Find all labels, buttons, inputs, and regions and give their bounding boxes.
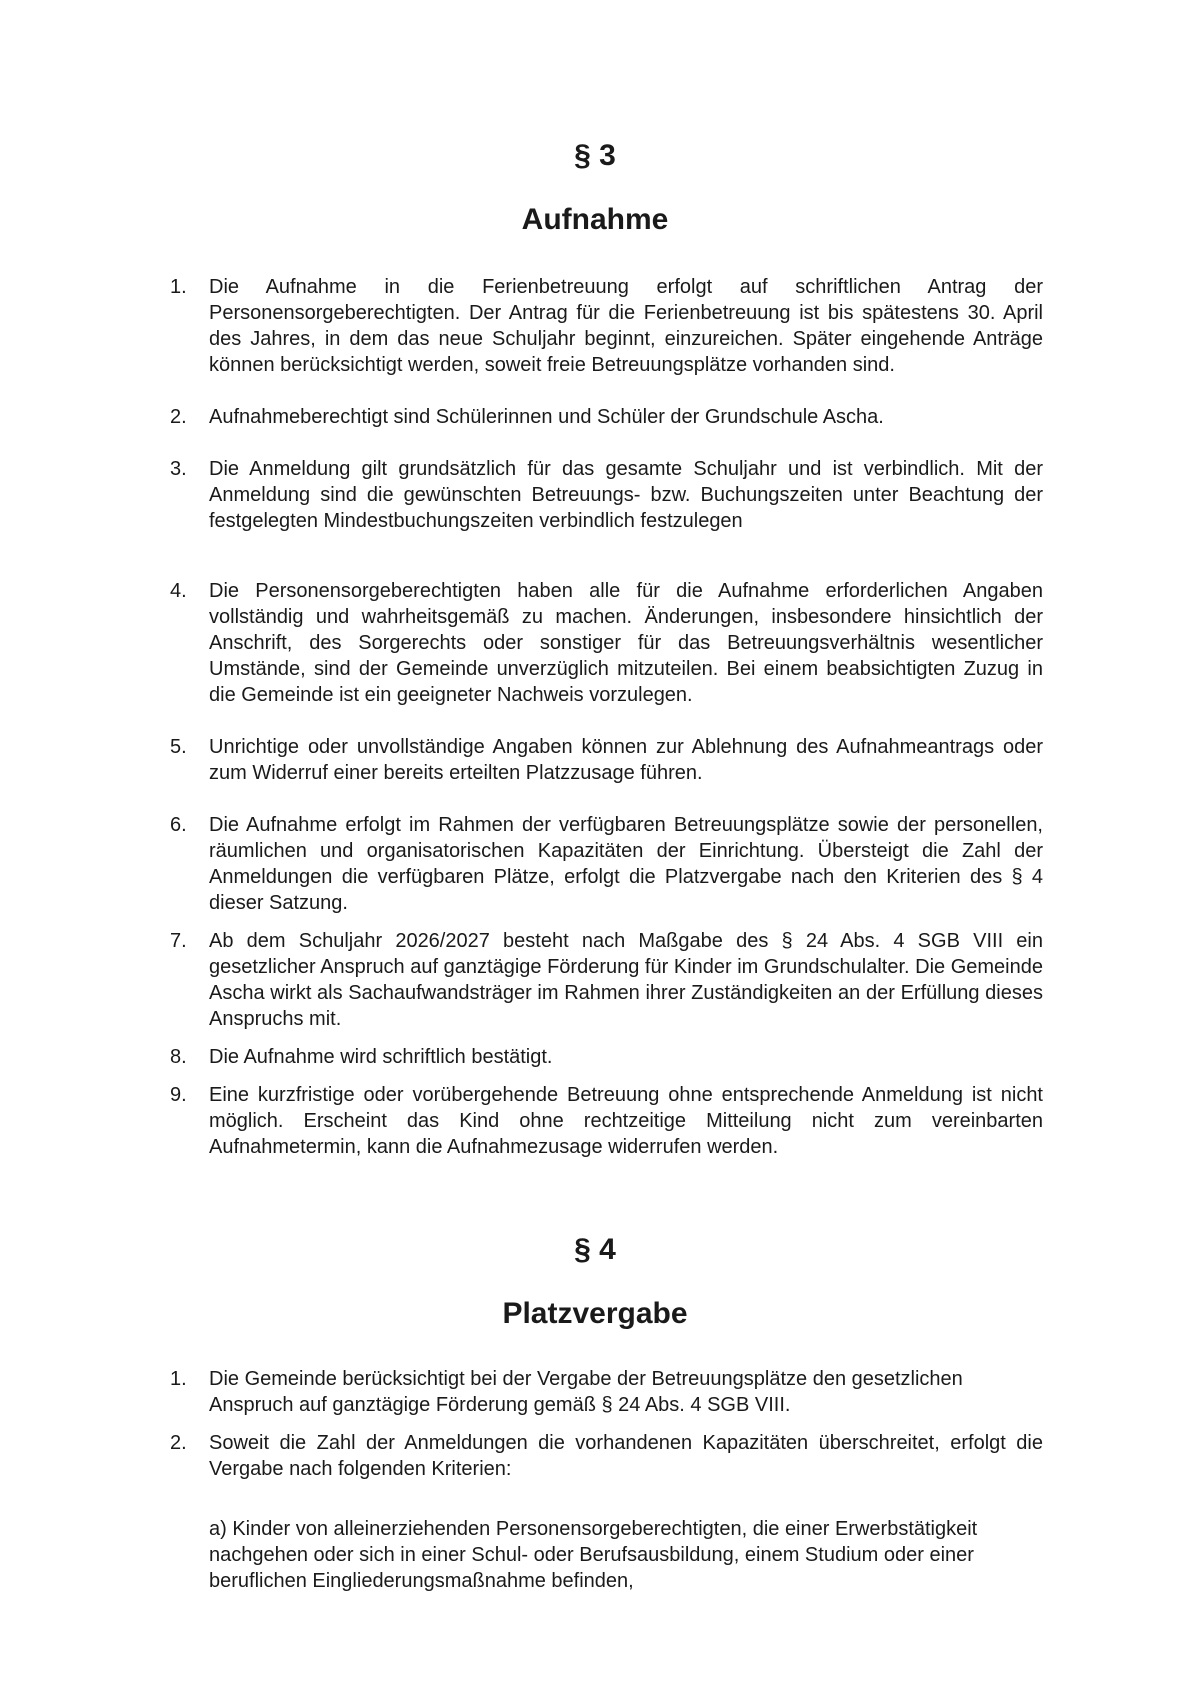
list-item	[0, 578, 1190, 708]
item-number: 3.	[170, 458, 187, 480]
item-text: Soweit die Zahl der Anmeldungen die vorhandenen Kapazitäten überschreitet, erfolgt die Vergabe nach folgenden Kriterien:	[209, 1432, 1043, 1480]
list-item	[0, 1430, 1190, 1482]
item-number: 9.	[170, 1084, 187, 1106]
list-item	[0, 1082, 1190, 1160]
list-item	[0, 1366, 1190, 1418]
item-number: 1.	[170, 1368, 187, 1390]
item-text: Die Gemeinde berücksichtigt bei der Vergabe der Betreuungsplätze den gesetzlichen Anspruch auf ganztägige Förderung gemäß § 24 Abs. 4 SGB VIII.	[209, 1368, 963, 1416]
list-item	[0, 734, 1190, 786]
item-text: Die Anmeldung gilt grundsätzlich für das gesamte Schuljahr und ist verbindlich. Mit der Anmeldung sind die gewünschten Betreuungs- bzw. Buchungszeiten unter Beachtung der festgelegten Mindestbuchungszeiten verbindlich festzulegen	[209, 458, 1043, 532]
item-text: Die Aufnahme erfolgt im Rahmen der verfügbaren Betreuungsplätze sowie der personellen, räumlichen und organisatorischen Kapazitäten der Einrichtung. Übersteigt die Zahl der Anmeldungen die verfügbaren Plätze, erfolgt die Platzvergabe nach den Kriterien des § 4 dieser Satzung.	[209, 814, 1043, 914]
item-number: 2.	[170, 1432, 187, 1454]
numbered-list	[0, 1366, 1190, 1482]
section-title: Aufnahme	[521, 203, 669, 236]
item-text: Ab dem Schuljahr 2026/2027 besteht nach Maßgabe des § 24 Abs. 4 SGB VIII ein gesetzlicher Anspruch auf ganztägige Förderung für Kinder im Grundschulalter. Die Gemeinde Ascha wirkt als Sachaufwandsträger im Rahmen ihrer Zuständigkeiten an der Erfüllung dieses Anspruchs mit.	[209, 930, 1043, 1030]
item-number: 6.	[170, 814, 187, 836]
list-item	[0, 928, 1190, 1032]
item-text: Die Personensorgeberechtigten haben alle für die Aufnahme erforderlichen Angaben vollständig und wahrheitsgemäß zu machen. Änderungen, insbesondere hinsichtlich der Anschrift, des Sorgerechts oder sonstiger für das Betreuungsverhältnis wesentlicher Umstände, sind der Gemeinde unverzüglich mitzuteilen. Bei einem beabsichtigten Zuzug in die Gemeinde ist ein geeigneter Nachweis vorzulegen.	[209, 580, 1043, 706]
item-text: Aufnahmeberechtigt sind Schülerinnen und Schüler der Grundschule Ascha.	[209, 406, 884, 428]
item-number: 2.	[170, 406, 187, 428]
list-item	[0, 404, 1190, 430]
criteria-a-text: a) Kinder von alleinerziehenden Personensorgeberechtigten, die einer Erwerbstätigkeit nachgehen oder sich in einer Schul- oder Berufsausbildung, einem Studium oder einer beruflichen Eingliederungsmaßnahme befinden,	[209, 1518, 978, 1592]
numbered-list	[0, 274, 1190, 1160]
section-number: § 3	[574, 139, 616, 172]
list-item	[0, 812, 1190, 916]
item-number: 5.	[170, 736, 187, 758]
item-number: 8.	[170, 1046, 187, 1068]
item-text: Eine kurzfristige oder vorübergehende Betreuung ohne entsprechende Anmeldung ist nicht möglich. Erscheint das Kind ohne rechtzeitige Mitteilung nicht zum vereinbarten Aufnahmetermin, kann die Aufnahmezusage widerrufen werden.	[209, 1084, 1043, 1158]
item-text: Die Aufnahme in die Ferienbetreuung erfolgt auf schriftlichen Antrag der Personensorgeberechtigten. Der Antrag für die Ferienbetreuung ist bis spätestens 30. April des Jahres, in dem das neue Schuljahr beginnt, einzureichen. Später eingehende Anträge können berücksichtigt werden, soweit freie Betreuungsplätze vorhanden sind.	[209, 276, 1043, 376]
list-item	[0, 1044, 1190, 1070]
section-title: Platzvergabe	[502, 1297, 688, 1330]
item-number: 1.	[170, 276, 187, 298]
section-number: § 4	[574, 1233, 616, 1266]
section-3	[0, 134, 1190, 1160]
list-item	[0, 274, 1190, 378]
section-4	[0, 1228, 1190, 1594]
item-number: 4.	[170, 580, 187, 602]
item-text: Unrichtige oder unvollständige Angaben können zur Ablehnung des Aufnahmeantrags oder zum Widerruf einer bereits erteilten Platzzusage führen.	[209, 736, 1043, 784]
list-item	[0, 456, 1190, 534]
item-number: 7.	[170, 930, 187, 952]
item-text: Die Aufnahme wird schriftlich bestätigt.	[209, 1046, 553, 1068]
